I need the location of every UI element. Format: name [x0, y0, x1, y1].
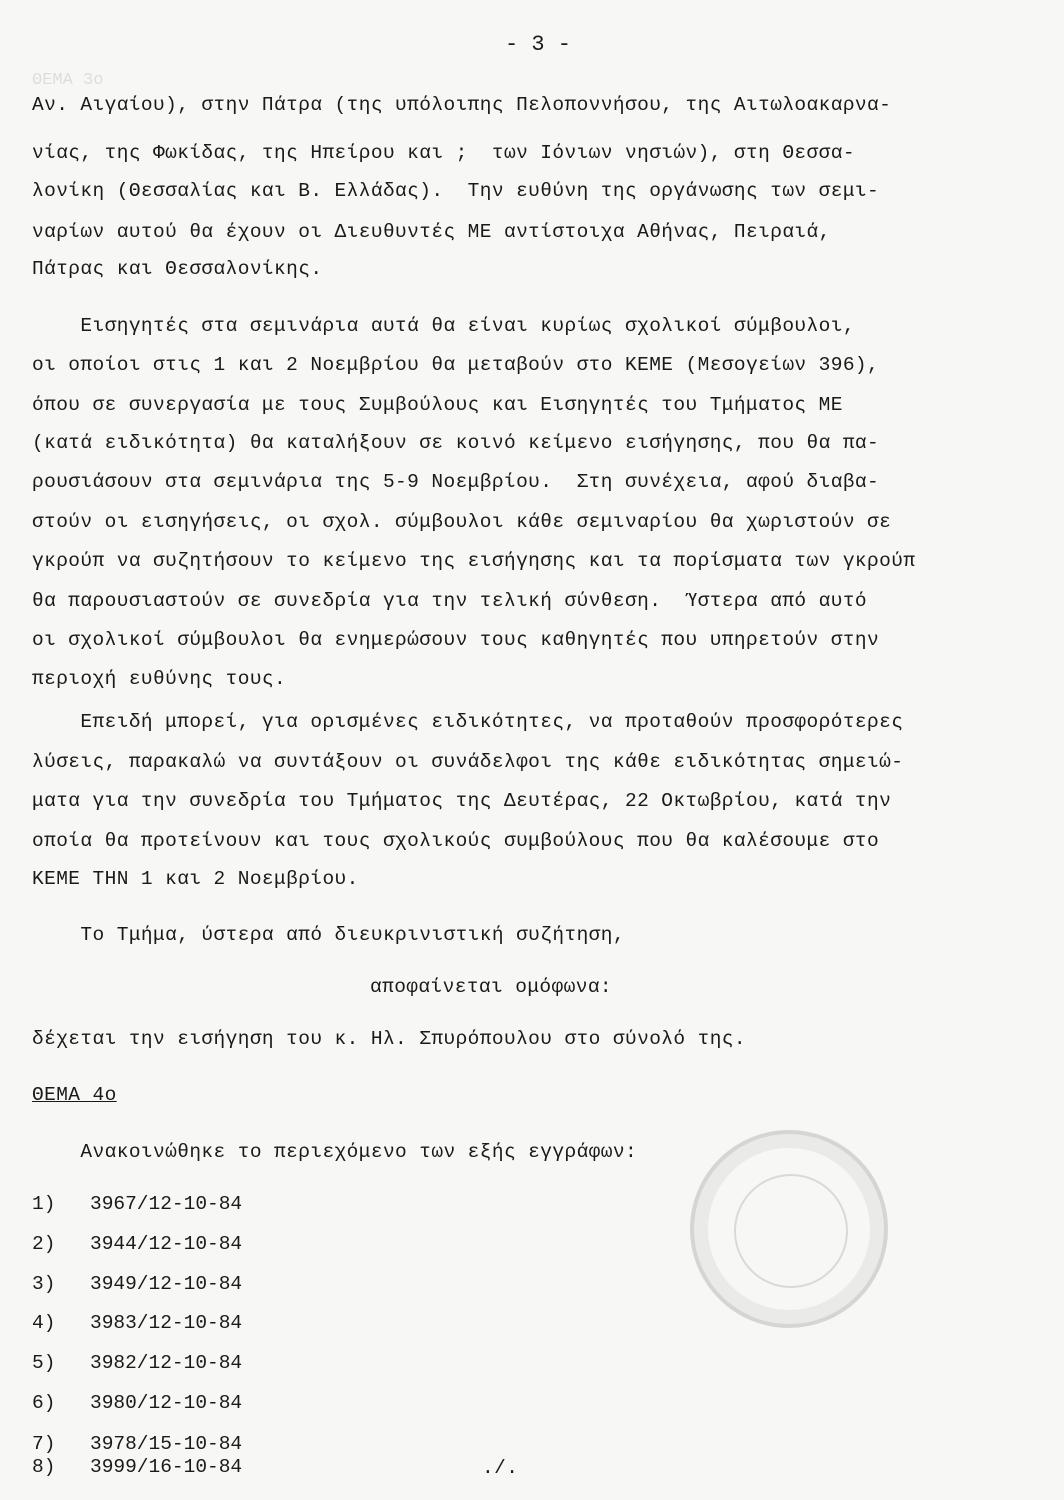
text-line: Αν. Αιγαίου), στην Πάτρα (της υπόλοιπης Πελοποννήσου, της Αιτωλοακαρνα-: [32, 94, 892, 116]
list-item-ref: 3949/12-10-84: [90, 1273, 243, 1295]
text-line: λύσεις, παρακαλώ να συντάξουν οι συνάδελφοι της κάθε ειδικότητας σημειώ-: [32, 751, 904, 773]
list-item-ref: 3982/12-10-84: [90, 1352, 243, 1374]
list-item-ref: 3978/15-10-84: [90, 1433, 243, 1455]
list-item-number: 1): [32, 1193, 56, 1215]
list-item-ref: 3967/12-10-84: [90, 1193, 243, 1215]
text-line: νίας, της Φωκίδας, της Ηπείρου και ; των Ιόνιων νησιών), στη Θεσσα-: [32, 142, 855, 164]
text-line: θα παρουσιαστούν σε συνεδρία για την τελική σύνθεση. Ύστερα από αυτό: [32, 590, 868, 612]
text-line: στούν οι εισηγήσεις, οι σχολ. σύμβουλοι κάθε σεμιναρίου θα χωριστούν σε: [32, 511, 892, 533]
text-line: γκρούπ να συζητήσουν το κείμενο της εισήγησης και τα πορίσματα των γκρούπ: [32, 550, 916, 572]
list-item-ref: 3980/12-10-84: [90, 1392, 243, 1414]
list-item-number: 8): [32, 1456, 56, 1478]
text-line: ναρίων αυτού θα έχουν οι Διευθυντές ΜΕ αντίστοιχα Αθήνας, Πειραιά,: [32, 221, 831, 243]
list-item-ref: 3944/12-10-84: [90, 1233, 243, 1255]
topic-heading: ΘΕΜΑ 4ο: [32, 1084, 117, 1106]
list-item-ref: 3983/12-10-84: [90, 1312, 243, 1334]
text-line: οποία θα προτείνουν και τους σχολικούς συμβούλους που θα καλέσουμε στο: [32, 830, 880, 852]
continuation-mark: ./.: [482, 1457, 519, 1479]
official-seal-stamp: [690, 1130, 888, 1328]
text-line: (κατά ειδικότητα) θα καταλήξουν σε κοινό κείμενο εισήγησης, που θα πα-: [32, 432, 880, 454]
text-line: Εισηγητές στα σεμινάρια αυτά θα είναι κυρίως σχολικοί σύμβουλοι,: [32, 315, 855, 337]
decision-verb: αποφαίνεται ομόφωνα:: [370, 976, 613, 998]
text-line: περιοχή ευθύνης τους.: [32, 668, 287, 690]
text-line: Επειδή μπορεί, για ορισμένες ειδικότητες, να προταθούν προσφορότερες: [32, 711, 904, 733]
list-item-ref: 3999/16-10-84: [90, 1456, 243, 1478]
text-line: ΚΕΜΕ ΤΗΝ 1 και 2 Νοεμβρίου.: [32, 868, 359, 890]
topic-intro: Ανακοινώθηκε το περιεχόμενο των εξής εγγράφων:: [32, 1141, 638, 1163]
decision-intro: Το Τμήμα, ύστερα από διευκρινιστική συζήτηση,: [32, 924, 625, 946]
list-item-number: 4): [32, 1312, 56, 1334]
text-line: ρουσιάσουν στα σεμινάρια της 5-9 Νοεμβρίου. Στη συνέχεια, αφού διαβα-: [32, 471, 880, 493]
text-line: οι σχολικοί σύμβουλοι θα ενημερώσουν τους καθηγητές που υπηρετούν στην: [32, 629, 880, 651]
text-line: Πάτρας και Θεσσαλονίκης.: [32, 258, 323, 280]
decision-text: δέχεται την εισήγηση του κ. Ηλ. Σπυρόπουλου στο σύνολό της.: [32, 1028, 747, 1050]
list-item-number: 7): [32, 1433, 56, 1455]
text-line: λονίκη (Θεσσαλίας και Β. Ελλάδας). Την ευθύνη της οργάνωσης των σεμι-: [32, 180, 880, 202]
list-item-number: 6): [32, 1392, 56, 1414]
text-line: οι οποίοι στις 1 και 2 Νοεμβρίου θα μεταβούν στο ΚΕΜΕ (Μεσογείων 396),: [32, 354, 880, 376]
list-item-number: 5): [32, 1352, 56, 1374]
list-item-number: 2): [32, 1233, 56, 1255]
list-item-number: 3): [32, 1273, 56, 1295]
page-number: - 3 -: [505, 32, 572, 57]
text-line: ματα για την συνεδρία του Τμήματος της Δευτέρας, 22 Οκτωβρίου, κατά την: [32, 790, 892, 812]
show-through-text: ΘΕΜΑ 3ο: [32, 71, 104, 90]
text-line: όπου σε συνεργασία με τους Συμβούλους και Εισηγητές του Τμήματος ΜΕ: [32, 394, 843, 416]
